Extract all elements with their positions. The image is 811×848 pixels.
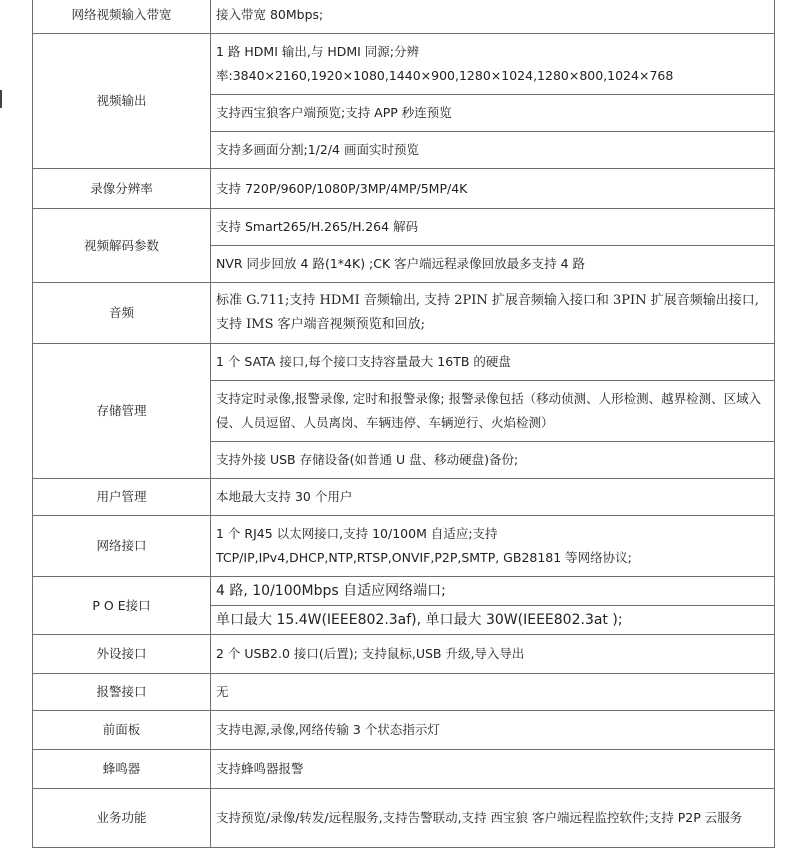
row-value: 接入带宽 80Mbps; xyxy=(211,0,775,34)
table-row xyxy=(33,479,775,516)
table-row xyxy=(33,516,775,577)
row-value: 支持蜂鸣器报警 xyxy=(211,750,775,789)
table-row xyxy=(33,635,775,674)
row-label: 用户管理 xyxy=(33,479,211,516)
table-row xyxy=(33,0,775,34)
row-label: 网络接口 xyxy=(33,516,211,577)
row-value: 1 个 SATA 接口,每个接口支持容量最大 16TB 的硬盘 xyxy=(211,344,775,381)
row-value: 本地最大支持 30 个用户 xyxy=(211,479,775,516)
page-edge-mark xyxy=(0,90,2,108)
row-value: NVR 同步回放 4 路(1*4K) ;CK 客户端远程录像回放最多支持 4 路 xyxy=(211,246,775,283)
row-value: 支持预览/录像/转发/远程服务,支持告警联动,支持 西宝狼 客户端远程监控软件;支持 P2P 云服务 xyxy=(211,789,775,848)
row-value: 2 个 USB2.0 接口(后置); 支持鼠标,USB 升级,导入导出 xyxy=(211,635,775,674)
table-row xyxy=(33,711,775,750)
row-label: 报警接口 xyxy=(33,674,211,711)
row-label: 视频解码参数 xyxy=(33,209,211,283)
row-label: 网络视频输入带宽 xyxy=(33,0,211,34)
row-label: 视频输出 xyxy=(33,34,211,169)
row-value: 支持定时录像,报警录像, 定时和报警录像; 报警录像包括（移动侦测、人形检测、越界检测、区域入侵、人员逗留、人员离岗、车辆违停、车辆逆行、火焰检测） xyxy=(211,381,775,442)
row-label: 外设接口 xyxy=(33,635,211,674)
row-value: 支持 Smart265/H.265/H.264 解码 xyxy=(211,209,775,246)
row-value: 支持西宝狼客户端预览;支持 APP 秒连预览 xyxy=(211,95,775,132)
table-row xyxy=(33,34,775,95)
row-value: 支持外接 USB 存储设备(如普通 U 盘、移动硬盘)备份; xyxy=(211,442,775,479)
row-label: 录像分辨率 xyxy=(33,169,211,209)
table-row xyxy=(33,789,775,848)
row-value: 1 路 HDMI 输出,与 HDMI 同源;分辨率:3840×2160,1920×1080,1440×900,1280×1024,1280×800,1024×768 xyxy=(211,34,775,95)
row-value: 单口最大 15.4W(IEEE802.3af), 单口最大 30W(IEEE802.3at ); xyxy=(211,606,775,635)
table-row xyxy=(33,283,775,344)
table-row xyxy=(33,750,775,789)
row-label: 蜂鸣器 xyxy=(33,750,211,789)
spec-table xyxy=(32,0,775,848)
row-value: 支持电源,录像,网络传输 3 个状态指示灯 xyxy=(211,711,775,750)
table-row xyxy=(33,169,775,209)
row-label: P O E接口 xyxy=(33,577,211,635)
row-value: 标准 G.711;支持 HDMI 音频输出, 支持 2PIN 扩展音频输入接口和 3PIN 扩展音频输出接口, 支持 IMS 客户端音视频预览和回放; xyxy=(211,283,775,344)
row-value: 无 xyxy=(211,674,775,711)
row-value: 支持 720P/960P/1080P/3MP/4MP/5MP/4K xyxy=(211,169,775,209)
row-label: 前面板 xyxy=(33,711,211,750)
row-value: 4 路, 10/100Mbps 自适应网络端口; xyxy=(211,577,775,606)
table-row xyxy=(33,577,775,606)
row-label: 业务功能 xyxy=(33,789,211,848)
table-row xyxy=(33,674,775,711)
table-row xyxy=(33,344,775,381)
row-label: 音频 xyxy=(33,283,211,344)
row-label: 存储管理 xyxy=(33,344,211,479)
table-row xyxy=(33,209,775,246)
row-value: 支持多画面分割;1/2/4 画面实时预览 xyxy=(211,132,775,169)
row-value: 1 个 RJ45 以太网接口,支持 10/100M 自适应;支持 TCP/IP,IPv4,DHCP,NTP,RTSP,ONVIF,P2P,SMTP, GB28181 等网络协议; xyxy=(211,516,775,577)
